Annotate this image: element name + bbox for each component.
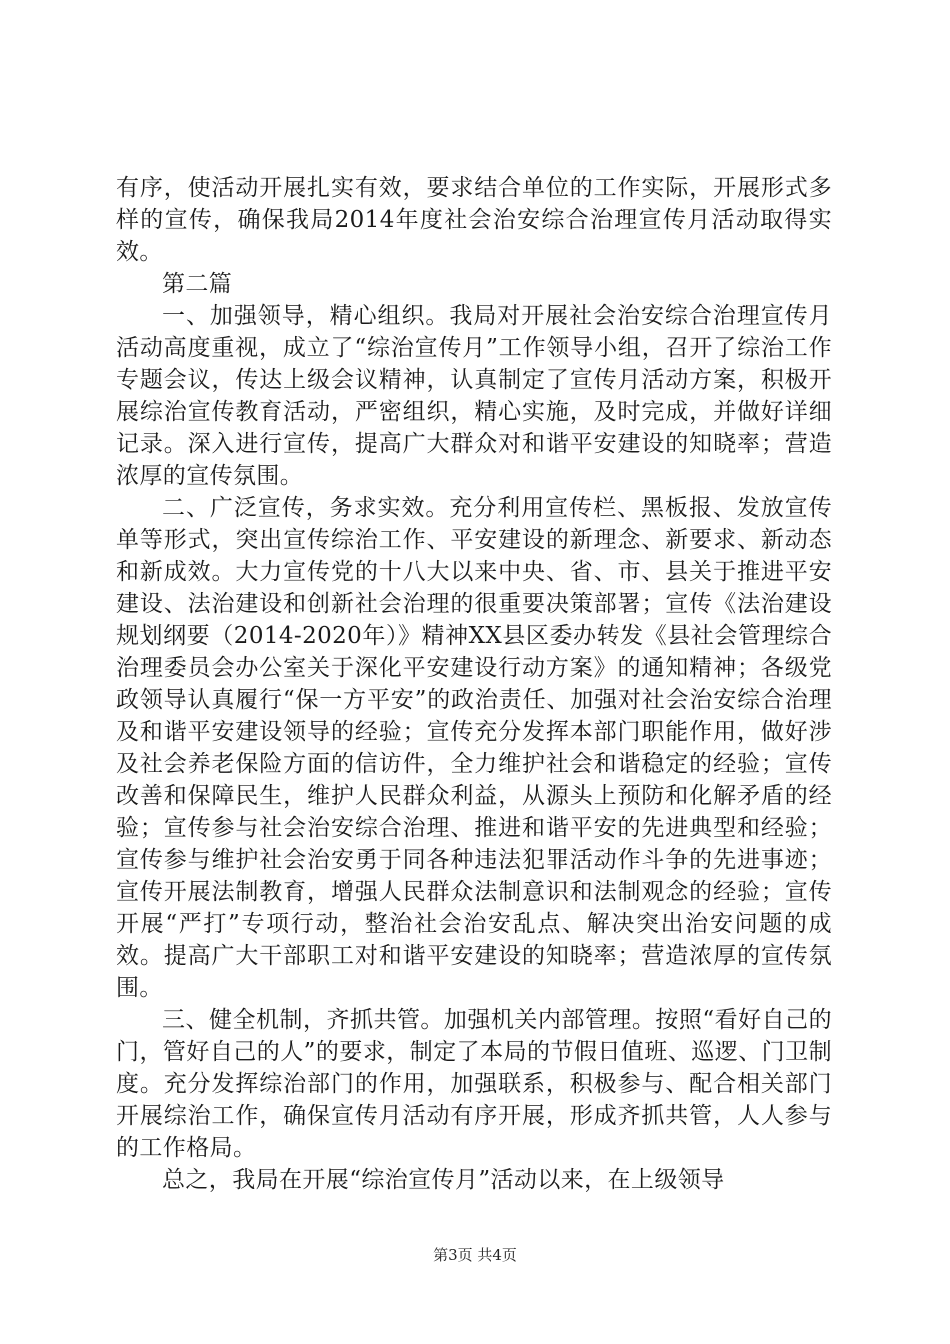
document-body xyxy=(116,172,832,1196)
section-heading: 第二篇 xyxy=(162,271,233,297)
paragraph-summary: 总之，我局在开展“综治宣传月”活动以来，在上级领导 xyxy=(162,1167,725,1193)
paragraph-leadership: 一、加强领导，精心组织。我局对开展社会治安综合治理宣传月活动高度重视，成立了“综治宣传月”工作领导小组，召开了综治工作专题会议，传达上级会议精神，认真制定了宣传月活动方案，积极开展综治宣传教育活动，严密组织，精心实施，及时完成，并做好详细记录。深入进行宣传，提高广大群众对和谐平安建设的知晓率；营造浓厚的宣传氛围。 xyxy=(116,303,832,489)
paragraph-continuation: 有序，使活动开展扎实有效，要求结合单位的工作实际，开展形式多样的宣传，确保我局2014年度社会治安综合治理宣传月活动取得实效。 xyxy=(116,175,832,265)
paragraph-publicity: 二、广泛宣传，务求实效。充分利用宣传栏、黑板报、发放宣传单等形式，突出宣传综治工作、平安建设的新理念、新要求、新动态和新成效。大力宣传党的十八大以来中央、省、市、县关于推进平安建设、法治建设和创新社会治理的很重要决策部署；宣传《法治建设规划纲要（2014-2020年）》精神XX县区委办转发《县社会管理综合治理委员会办公室关于深化平安建设行动方案》的通知精神；各级党政领导认真履行“保一方平安”的政治责任、加强对社会治安综合治理及和谐平安建设领导的经验；宣传充分发挥本部门职能作用，做好涉及社会养老保险方面的信访件，全力维护社会和谐稳定的经验；宣传改善和保障民生，维护人民群众利益，从源头上预防和化解矛盾的经验；宣传参与社会治安综合治理、推进和谐平安的先进典型和经验；宣传参与维护社会治安勇于同各种违法犯罪活动作斗争的先进事迹；宣传开展法制教育，增强人民群众法制意识和法制观念的经验；宣传开展“严打”专项行动，整治社会治安乱点、解决突出治安问题的成效。提高广大干部职工对和谐平安建设的知晓率；营造浓厚的宣传氛围。 xyxy=(116,495,832,1001)
page-number-footer: 第3页 共4页 xyxy=(433,1246,517,1264)
paragraph-mechanism: 三、健全机制，齐抓共管。加强机关内部管理。按照“看好自己的门，管好自己的人”的要求，制定了本局的节假日值班、巡逻、门卫制度。充分发挥综治部门的作用，加强联系，积极参与、配合相关部门开展综治工作，确保宣传月活动有序开展，形成齐抓共管，人人参与的工作格局。 xyxy=(116,1007,832,1161)
